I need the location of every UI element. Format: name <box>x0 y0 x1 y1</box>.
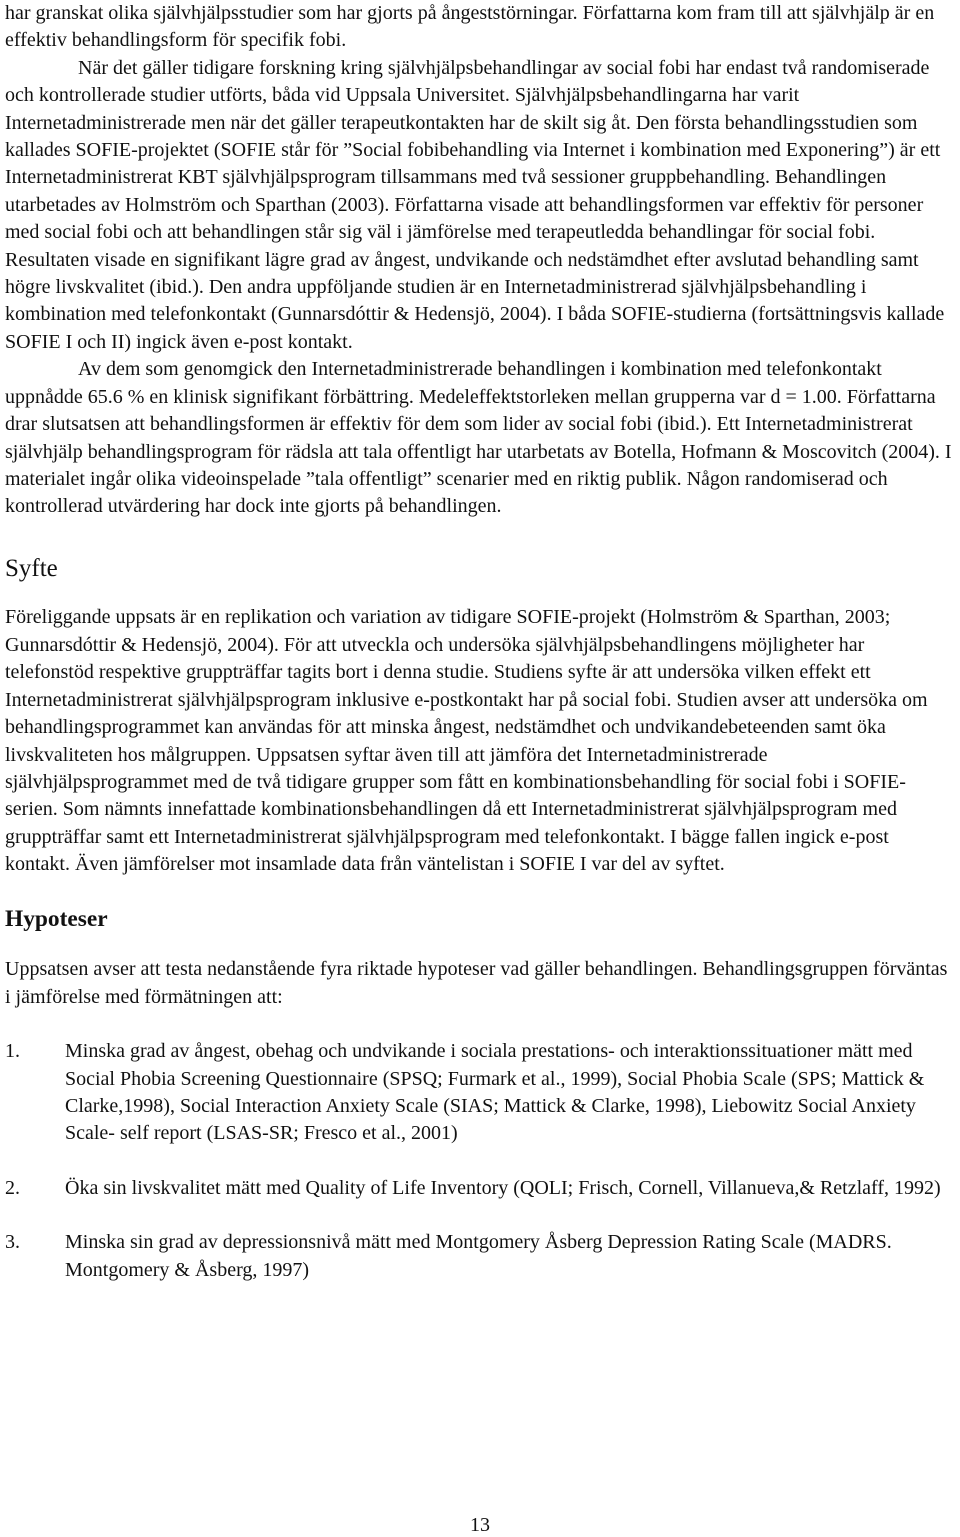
list-item <box>5 1175 953 1202</box>
list-item-number: 1. <box>5 1040 20 1063</box>
section-heading-syfte: Syfte <box>5 554 58 582</box>
body-paragraph: Av dem som genomgick den Internetadministrerade behandlingen i kombination med telefonkontakt uppnådde 65.6 % en klinisk signifikant förbättring. Medeleffektstorleken mellan grupperna var d = 1.00. Författarna drar slutsatsen att behandlingsformen är effektiv för dem som lider av social fobi (ibid.). Ett Internetadministrerat självhjälp behandlingsprogram för rädsla att tala offentligt har utarbetats av Botella, Hofmann & Moscovitch (2004). I materialet ingår olika videoinspelade ”tala offentligt” scenarier med en riktig publik. Någon randomiserad och kontrollerad utvärdering har dock inte gjorts på behandlingen. <box>5 358 952 518</box>
list-item <box>5 1038 953 1148</box>
body-paragraph: har granskat olika självhjälpsstudier som har gjorts på ångeststörningar. Författarna kom fram till att självhjälp är en effektiv behandlingsform för specifik fobi. <box>5 2 935 52</box>
hypotheses-list <box>5 1038 953 1284</box>
hypoteser-intro-paragraph: Uppsatsen avser att testa nedanstående fyra riktade hypoteser vad gäller behandlingen. Behandlingsgruppen förväntas i jämförelse med förmätningen att: <box>5 958 948 1008</box>
list-item-text: Öka sin livskvalitet mätt med Quality of Life Inventory (QOLI; Frisch, Cornell, Villanueva,& Retzlaff, 1992) <box>65 1176 941 1199</box>
list-item-text: Minska sin grad av depressionsnivå mätt med Montgomery Åsberg Depression Rating Scale (MADRS. Montgomery & Åsberg, 1997) <box>65 1231 892 1281</box>
list-item-number: 3. <box>5 1231 20 1254</box>
list-item-number: 2. <box>5 1176 20 1199</box>
document-body <box>5 0 953 1284</box>
section-heading-hypoteser: Hypoteser <box>5 905 108 932</box>
list-item <box>5 1229 953 1284</box>
body-paragraph: När det gäller tidigare forskning kring självhjälpsbehandlingar av social fobi har endast två randomiserade och kontrollerade studier utförts, båda vid Uppsala Universitet. Självhjälpsbehandlingarna har varit Internetadministrerade men när det gäller terapeutkontakten har de skilt sig åt. Den första behandlingsstudien som kallades SOFIE-projektet (SOFIE står för ”Social fobibehandling via Internet i kombination med Exponering”) är ett Internetadministrerat KBT självhjälpsprogram tillsammans med två sessioner gruppbehandling. Behandlingen utarbetades av Holmström och Sparthan (2003). Författarna visade att behandlingsformen var effektiv för personer med social fobi och att behandlingen står sig väl i jämförelse med terapeutledda behandlingar för social fobi. Resultaten visade en signifikant lägre grad av ångest, undvikande och nedstämdhet efter avslutad behandling samt högre livskvalitet (ibid.). Den andra uppföljande studien är en Internetadministrerad självhjälpsbehandling i kombination med telefonkontakt (Gunnarsdóttir & Hedensjö, 2004). I båda SOFIE-studierna (fortsättningsvis kallade SOFIE I och II) ingick även e-post kontakt. <box>5 56 945 353</box>
list-item-text: Minska grad av ångest, obehag och undvikande i sociala prestations- och interaktionssituationer mätt med Social Phobia Screening Questionnaire (SPSQ; Furmark et al., 1999), Social Phobia Scale (SPS; Mattick & Clarke,1998), Social Interaction Anxiety Scale (SIAS; Mattick & Clarke, 1998), Liebowitz Social Anxiety Scale- self report (LSAS-SR; Fresco et al., 2001) <box>65 1040 925 1145</box>
page-number: 13 <box>470 1514 490 1536</box>
syfte-paragraph: Föreliggande uppsats är en replikation och variation av tidigare SOFIE-projekt (Holmström & Sparthan, 2003; Gunnarsdóttir & Hedensjö, 2004). För att utveckla och undersöka självhjälpsbehandlingens möjligheter har telefonstöd respektive gruppträffar tagits bort i denna studie. Studiens syfte är att undersöka vilken effekt ett Internetadministrerat självhjälpsprogram inklusive e-postkontakt har på social fobi. Studien avser att undersöka om behandlingsprogrammet kan användas för att minska ångest, nedstämdhet och undvikandebeteenden samt öka livskvaliteten hos målgruppen. Uppsatsen syftar även till att jämföra det Internetadministrerade självhjälpsprogrammet med de två tidigare grupper som fått en kombinationsbehandling för social fobi i SOFIE-serien. Som nämnts innefattade kombinationsbehandlingen då ett Internetadministrerat självhjälpsprogram med gruppträffar samt ett Internetadministrerat självhjälpsprogram med telefonkontakt. I bägge fallen ingick e-post kontakt. Även jämförelser mot insamlade data från väntelistan i SOFIE I var del av syftet. <box>5 606 928 876</box>
